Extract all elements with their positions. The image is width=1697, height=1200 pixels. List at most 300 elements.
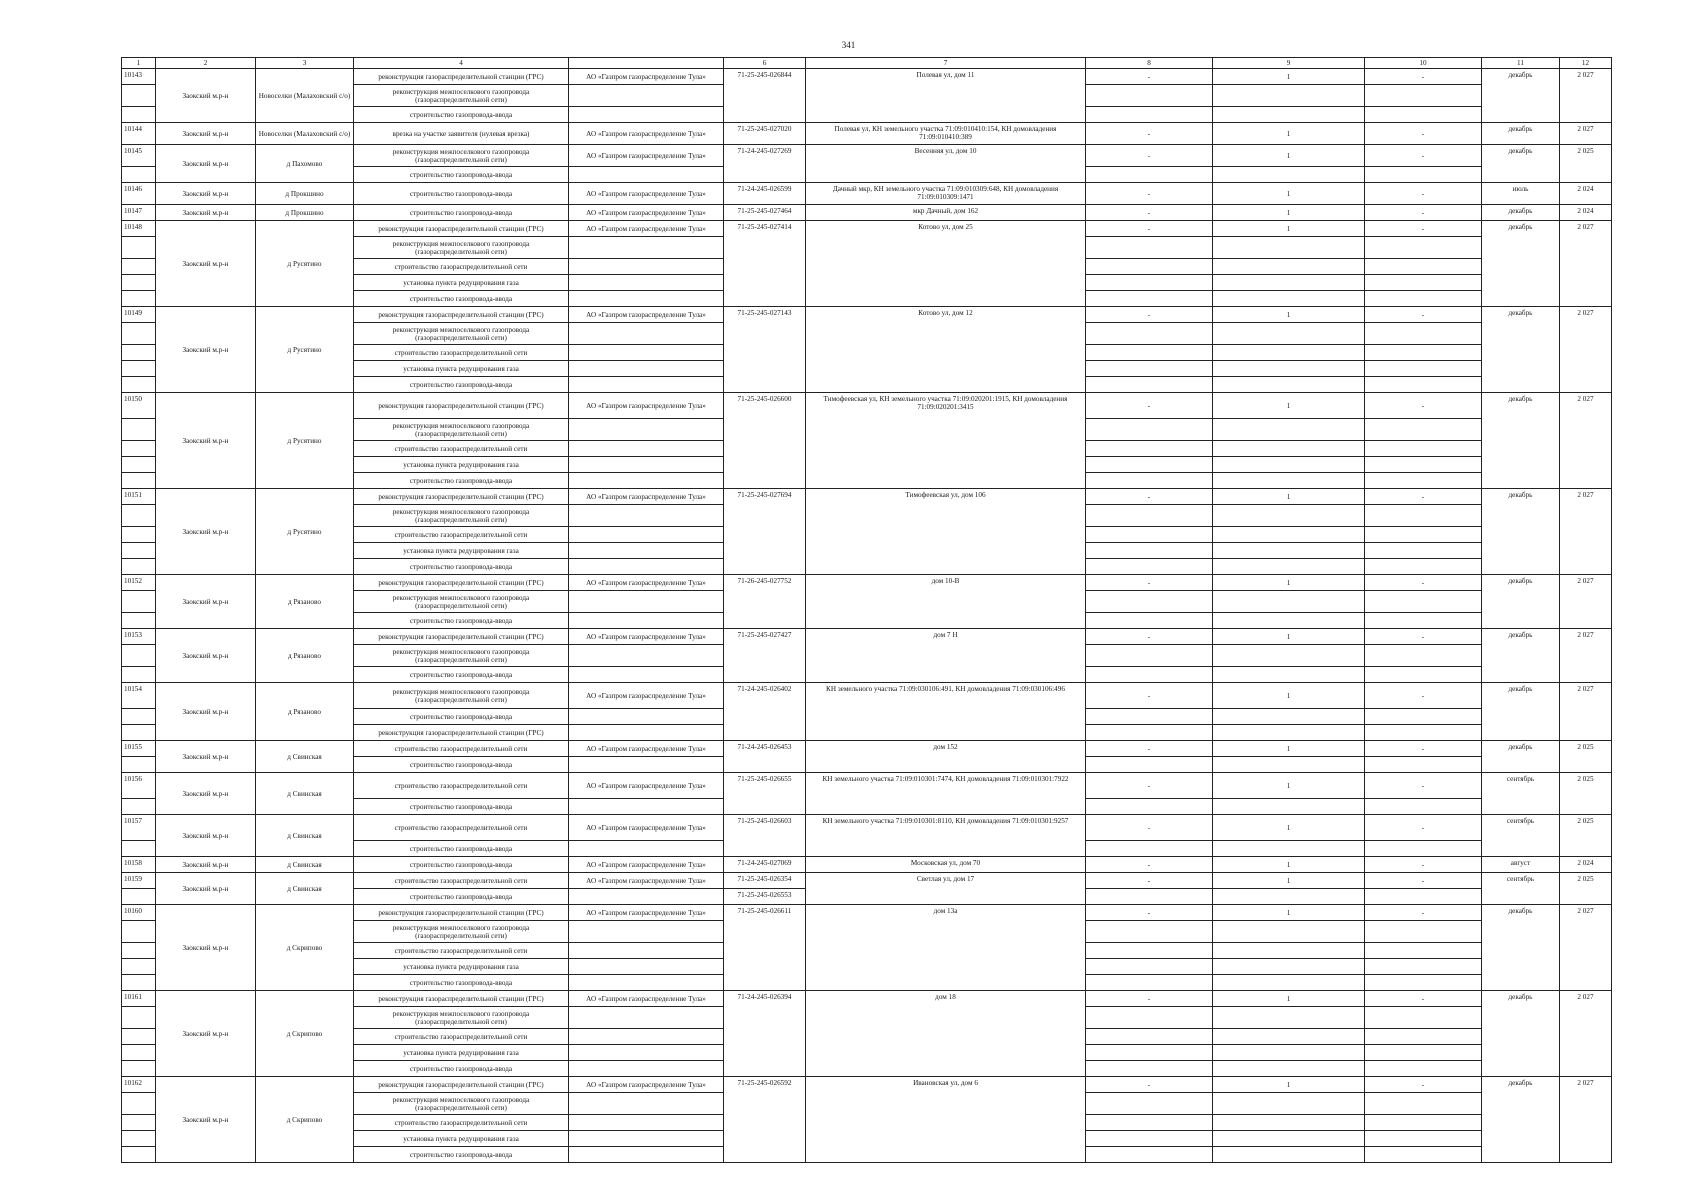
column-8-cell: -: [1086, 873, 1213, 889]
column-9-cell: [1213, 645, 1365, 667]
column-9-cell: [1213, 85, 1365, 107]
table-row: [122, 575, 1612, 591]
organization-cell: [569, 457, 724, 473]
column-10-cell: [1365, 757, 1482, 773]
application-code-cell: 71-25-245-027694: [724, 489, 806, 575]
column-header: 6: [724, 58, 806, 69]
row-number-cell: 10144: [122, 123, 156, 145]
row-number-cell: [122, 1115, 156, 1131]
district-cell: Заокский м.р-н: [156, 145, 256, 183]
column-9-cell: [1213, 959, 1365, 975]
work-type-cell: строительство газопровода-ввода: [354, 205, 569, 221]
organization-cell: [569, 1115, 724, 1131]
organization-cell: [569, 505, 724, 527]
row-number-cell: 10153: [122, 629, 156, 645]
work-type-cell: строительство газораспределительной сети: [354, 741, 569, 757]
settlement-cell: д Скрипово: [256, 1077, 354, 1163]
year-cell: 2 024: [1560, 183, 1612, 205]
work-type-cell: реконструкция межпоселкового газопровода (газораспределительной сети): [354, 1007, 569, 1029]
organization-cell: [569, 1061, 724, 1077]
month-cell: декабрь: [1482, 489, 1560, 575]
address-cell: дом 152: [806, 741, 1086, 773]
application-code-cell: 71-24-245-026394: [724, 991, 806, 1077]
column-8-cell: [1086, 1131, 1213, 1147]
column-10-cell: -: [1365, 741, 1482, 757]
organization-cell: АО «Газпром газораспределение Тула»: [569, 123, 724, 145]
column-10-cell: [1365, 167, 1482, 183]
column-8-cell: -: [1086, 773, 1213, 799]
table-row: [122, 145, 1612, 167]
table-row: [122, 773, 1612, 799]
work-type-cell: строительство газопровода-ввода: [354, 857, 569, 873]
row-number-cell: [122, 291, 156, 307]
application-code-cell: 71-25-245-026655: [724, 773, 806, 815]
work-type-cell: строительство газопровода-ввода: [354, 841, 569, 857]
column-header: 11: [1482, 58, 1560, 69]
row-number-cell: [122, 841, 156, 857]
row-number-cell: [122, 921, 156, 943]
row-number-cell: 10155: [122, 741, 156, 757]
settlement-cell: д Рязаново: [256, 575, 354, 629]
organization-cell: [569, 959, 724, 975]
organization-cell: [569, 543, 724, 559]
row-number-cell: [122, 167, 156, 183]
column-10-cell: [1365, 943, 1482, 959]
organization-cell: АО «Газпром газораспределение Тула»: [569, 205, 724, 221]
column-10-cell: [1365, 527, 1482, 543]
table-row: [122, 815, 1612, 841]
application-code-cell: 71-24-245-027269: [724, 145, 806, 183]
column-8-cell: [1086, 975, 1213, 991]
organization-cell: АО «Газпром газораспределение Тула»: [569, 873, 724, 889]
column-8-cell: -: [1086, 905, 1213, 921]
column-10-cell: [1365, 613, 1482, 629]
column-10-cell: -: [1365, 683, 1482, 709]
address-cell: Полевая ул, КН земельного участка 71:09:010410:154, КН домовладения 71:09:010410:389: [806, 123, 1086, 145]
work-type-cell: реконструкция газораспределительной станции (ГРС): [354, 991, 569, 1007]
column-9-cell: [1213, 591, 1365, 613]
work-type-cell: установка пункта редуцирования газа: [354, 959, 569, 975]
column-10-cell: [1365, 505, 1482, 527]
organization-cell: [569, 889, 724, 905]
column-9-cell: 1: [1213, 69, 1365, 85]
organization-cell: [569, 1147, 724, 1163]
application-code-cell: 71-24-245-026453: [724, 741, 806, 773]
settlement-cell: д Свинская: [256, 815, 354, 857]
column-9-cell: 1: [1213, 393, 1365, 419]
organization-cell: [569, 237, 724, 259]
column-8-cell: [1086, 1061, 1213, 1077]
column-9-cell: [1213, 259, 1365, 275]
organization-cell: [569, 85, 724, 107]
district-cell: Заокский м.р-н: [156, 123, 256, 145]
column-8-cell: [1086, 1147, 1213, 1163]
gasification-table: [121, 57, 1612, 1163]
work-type-cell: реконструкция межпоселкового газопровода (газораспределительной сети): [354, 419, 569, 441]
month-cell: декабрь: [1482, 205, 1560, 221]
organization-cell: АО «Газпром газораспределение Тула»: [569, 145, 724, 167]
column-8-cell: [1086, 757, 1213, 773]
column-header: 4: [354, 58, 569, 69]
column-8-cell: [1086, 1007, 1213, 1029]
organization-cell: [569, 291, 724, 307]
application-code-cell: 71-25-245-026611: [724, 905, 806, 991]
work-type-cell: строительство газопровода-ввода: [354, 1061, 569, 1077]
column-header: 2: [156, 58, 256, 69]
column-9-cell: 1: [1213, 991, 1365, 1007]
work-type-cell: строительство газораспределительной сети: [354, 259, 569, 275]
address-cell: дом 18: [806, 991, 1086, 1077]
row-number-cell: [122, 543, 156, 559]
organization-cell: АО «Газпром газораспределение Тула»: [569, 575, 724, 591]
work-type-cell: строительство газопровода-ввода: [354, 559, 569, 575]
work-type-cell: реконструкция газораспределительной станции (ГРС): [354, 1077, 569, 1093]
address-cell: КН земельного участка 71:09:010301:7474, КН домовладения 71:09:010301:7922: [806, 773, 1086, 815]
organization-cell: [569, 527, 724, 543]
district-cell: Заокский м.р-н: [156, 205, 256, 221]
table-row: [122, 857, 1612, 873]
column-8-cell: [1086, 709, 1213, 725]
year-cell: 2 027: [1560, 683, 1612, 741]
column-10-cell: -: [1365, 773, 1482, 799]
column-10-cell: -: [1365, 123, 1482, 145]
column-8-cell: [1086, 543, 1213, 559]
column-8-cell: [1086, 1029, 1213, 1045]
column-9-cell: [1213, 1147, 1365, 1163]
row-number-cell: 10154: [122, 683, 156, 709]
work-type-cell: строительство газопровода-ввода: [354, 889, 569, 905]
settlement-cell: д Рязаново: [256, 683, 354, 741]
column-10-cell: [1365, 237, 1482, 259]
settlement-cell: д Свинская: [256, 857, 354, 873]
row-number-cell: [122, 1147, 156, 1163]
year-cell: 2 027: [1560, 991, 1612, 1077]
settlement-cell: д Прокшино: [256, 205, 354, 221]
district-cell: Заокский м.р-н: [156, 683, 256, 741]
column-10-cell: [1365, 323, 1482, 345]
work-type-cell: строительство газораспределительной сети: [354, 815, 569, 841]
column-8-cell: [1086, 559, 1213, 575]
column-header: 7: [806, 58, 1086, 69]
column-10-cell: [1365, 921, 1482, 943]
work-type-cell: строительство газопровода-ввода: [354, 757, 569, 773]
column-10-cell: -: [1365, 145, 1482, 167]
month-cell: декабрь: [1482, 741, 1560, 773]
column-9-cell: 1: [1213, 183, 1365, 205]
month-cell: декабрь: [1482, 905, 1560, 991]
column-10-cell: [1365, 1029, 1482, 1045]
table-row: [122, 905, 1612, 921]
row-number-cell: [122, 85, 156, 107]
organization-cell: [569, 709, 724, 725]
address-cell: дом 10-В: [806, 575, 1086, 629]
column-9-cell: [1213, 1029, 1365, 1045]
organization-cell: [569, 1029, 724, 1045]
column-8-cell: [1086, 457, 1213, 473]
settlement-cell: д Свинская: [256, 873, 354, 905]
organization-cell: АО «Газпром газораспределение Тула»: [569, 1077, 724, 1093]
row-number-cell: 10151: [122, 489, 156, 505]
column-10-cell: [1365, 1147, 1482, 1163]
row-number-cell: [122, 709, 156, 725]
column-10-cell: [1365, 259, 1482, 275]
month-cell: сентябрь: [1482, 873, 1560, 905]
column-8-cell: [1086, 527, 1213, 543]
column-9-cell: [1213, 377, 1365, 393]
column-10-cell: [1365, 1007, 1482, 1029]
settlement-cell: д Русятино: [256, 221, 354, 307]
organization-cell: [569, 975, 724, 991]
row-number-cell: 10143: [122, 69, 156, 85]
organization-cell: [569, 1093, 724, 1115]
column-10-cell: -: [1365, 991, 1482, 1007]
column-8-cell: [1086, 943, 1213, 959]
application-code-cell: 71-25-245-026354: [724, 873, 806, 889]
row-number-cell: [122, 107, 156, 123]
district-cell: Заокский м.р-н: [156, 873, 256, 905]
organization-cell: АО «Газпром газораспределение Тула»: [569, 815, 724, 841]
column-9-cell: [1213, 1131, 1365, 1147]
month-cell: декабрь: [1482, 307, 1560, 393]
column-8-cell: [1086, 645, 1213, 667]
month-cell: декабрь: [1482, 683, 1560, 741]
column-10-cell: [1365, 667, 1482, 683]
column-8-cell: [1086, 725, 1213, 741]
work-type-cell: реконструкция газораспределительной станции (ГРС): [354, 221, 569, 237]
work-type-cell: строительство газопровода-ввода: [354, 183, 569, 205]
work-type-cell: строительство газопровода-ввода: [354, 709, 569, 725]
column-9-cell: 1: [1213, 905, 1365, 921]
application-code-cell: 71-25-245-027020: [724, 123, 806, 145]
work-type-cell: установка пункта редуцирования газа: [354, 457, 569, 473]
organization-cell: [569, 943, 724, 959]
year-cell: 2 025: [1560, 741, 1612, 773]
work-type-cell: реконструкция газораспределительной станции (ГРС): [354, 629, 569, 645]
column-8-cell: -: [1086, 145, 1213, 167]
column-9-cell: [1213, 543, 1365, 559]
column-10-cell: [1365, 591, 1482, 613]
work-type-cell: строительство газопровода-ввода: [354, 291, 569, 307]
column-9-cell: [1213, 505, 1365, 527]
organization-cell: [569, 345, 724, 361]
work-type-cell: строительство газопровода-ввода: [354, 975, 569, 991]
settlement-cell: д Русятино: [256, 393, 354, 489]
column-9-cell: [1213, 1045, 1365, 1061]
work-type-cell: строительство газопровода-ввода: [354, 1147, 569, 1163]
organization-cell: [569, 725, 724, 741]
column-10-cell: [1365, 345, 1482, 361]
address-cell: Московская ул, дом 70: [806, 857, 1086, 873]
organization-cell: [569, 473, 724, 489]
row-number-cell: [122, 667, 156, 683]
column-9-cell: [1213, 457, 1365, 473]
year-cell: 2 024: [1560, 205, 1612, 221]
column-10-cell: [1365, 959, 1482, 975]
column-9-cell: [1213, 527, 1365, 543]
column-8-cell: -: [1086, 307, 1213, 323]
column-header: 8: [1086, 58, 1213, 69]
table-row: [122, 69, 1612, 85]
month-cell: август: [1482, 857, 1560, 873]
month-cell: декабрь: [1482, 69, 1560, 123]
column-9-cell: [1213, 1007, 1365, 1029]
year-cell: 2 025: [1560, 145, 1612, 183]
work-type-cell: строительство газопровода-ввода: [354, 667, 569, 683]
column-header: 12: [1560, 58, 1612, 69]
column-10-cell: -: [1365, 857, 1482, 873]
column-8-cell: -: [1086, 183, 1213, 205]
district-cell: Заокский м.р-н: [156, 629, 256, 683]
district-cell: Заокский м.р-н: [156, 183, 256, 205]
work-type-cell: установка пункта редуцирования газа: [354, 1045, 569, 1061]
table-row: [122, 629, 1612, 645]
row-number-cell: [122, 725, 156, 741]
row-number-cell: [122, 645, 156, 667]
organization-cell: [569, 1007, 724, 1029]
column-8-cell: [1086, 799, 1213, 815]
column-8-cell: -: [1086, 815, 1213, 841]
work-type-cell: строительство газопровода-ввода: [354, 799, 569, 815]
organization-cell: [569, 645, 724, 667]
work-type-cell: строительство газораспределительной сети: [354, 773, 569, 799]
row-number-cell: [122, 613, 156, 629]
year-cell: 2 027: [1560, 69, 1612, 123]
month-cell: декабрь: [1482, 1077, 1560, 1163]
table-row: [122, 393, 1612, 419]
application-code-cell: 71-26-245-027752: [724, 575, 806, 629]
column-9-cell: [1213, 473, 1365, 489]
month-cell: декабрь: [1482, 393, 1560, 489]
organization-cell: АО «Газпром газораспределение Тула»: [569, 69, 724, 85]
table-row: [122, 1077, 1612, 1093]
organization-cell: [569, 377, 724, 393]
organization-cell: [569, 323, 724, 345]
organization-cell: [569, 1131, 724, 1147]
column-header: 3: [256, 58, 354, 69]
year-cell: 2 027: [1560, 575, 1612, 629]
organization-cell: [569, 921, 724, 943]
column-10-cell: -: [1365, 307, 1482, 323]
work-type-cell: реконструкция межпоселкового газопровода (газораспределительной сети): [354, 323, 569, 345]
application-code-cell: 71-25-245-027414: [724, 221, 806, 307]
work-type-cell: строительство газораспределительной сети: [354, 345, 569, 361]
district-cell: Заокский м.р-н: [156, 221, 256, 307]
district-cell: Заокский м.р-н: [156, 815, 256, 857]
row-number-cell: [122, 377, 156, 393]
column-header: 1: [122, 58, 156, 69]
work-type-cell: врезка на участке заявителя (нулевая врезка): [354, 123, 569, 145]
settlement-cell: Новоселки (Малаховский с/о): [256, 123, 354, 145]
row-number-cell: [122, 1045, 156, 1061]
address-cell: Тимофеевская ул, КН земельного участка 71:09:020201:1915, КН домовладения 71:09:020201:3415: [806, 393, 1086, 489]
column-9-cell: [1213, 559, 1365, 575]
column-10-cell: [1365, 457, 1482, 473]
row-number-cell: [122, 505, 156, 527]
application-code-cell: 71-25-245-026553: [724, 889, 806, 905]
work-type-cell: строительство газораспределительной сети: [354, 1029, 569, 1045]
work-type-cell: реконструкция межпоселкового газопровода (газораспределительной сети): [354, 237, 569, 259]
work-type-cell: реконструкция межпоселкового газопровода (газораспределительной сети): [354, 1093, 569, 1115]
application-code-cell: 71-24-245-026402: [724, 683, 806, 741]
year-cell: 2 027: [1560, 629, 1612, 683]
column-10-cell: [1365, 1093, 1482, 1115]
settlement-cell: Новоселки (Малаховский с/о): [256, 69, 354, 123]
work-type-cell: реконструкция газораспределительной станции (ГРС): [354, 307, 569, 323]
column-8-cell: [1086, 889, 1213, 905]
address-cell: мкр Дачный, дом 162: [806, 205, 1086, 221]
column-10-cell: [1365, 1061, 1482, 1077]
address-cell: КН земельного участка 71:09:030106:491, КН домовладения 71:09:030106:496: [806, 683, 1086, 741]
work-type-cell: реконструкция газораспределительной станции (ГРС): [354, 905, 569, 921]
organization-cell: [569, 107, 724, 123]
column-9-cell: 1: [1213, 307, 1365, 323]
row-number-cell: [122, 799, 156, 815]
year-cell: 2 027: [1560, 307, 1612, 393]
column-10-cell: -: [1365, 393, 1482, 419]
row-number-cell: 10162: [122, 1077, 156, 1093]
column-10-cell: -: [1365, 1077, 1482, 1093]
organization-cell: [569, 259, 724, 275]
row-number-cell: 10147: [122, 205, 156, 221]
column-9-cell: 1: [1213, 741, 1365, 757]
organization-cell: АО «Газпром газораспределение Тула»: [569, 741, 724, 757]
row-number-cell: [122, 1061, 156, 1077]
column-9-cell: [1213, 361, 1365, 377]
column-10-cell: [1365, 291, 1482, 307]
row-number-cell: 10161: [122, 991, 156, 1007]
work-type-cell: строительство газопровода-ввода: [354, 377, 569, 393]
column-10-cell: -: [1365, 873, 1482, 889]
column-8-cell: -: [1086, 857, 1213, 873]
column-10-cell: [1365, 419, 1482, 441]
column-8-cell: [1086, 505, 1213, 527]
work-type-cell: строительство газораспределительной сети: [354, 873, 569, 889]
column-9-cell: 1: [1213, 773, 1365, 799]
month-cell: декабрь: [1482, 123, 1560, 145]
column-10-cell: -: [1365, 221, 1482, 237]
month-cell: сентябрь: [1482, 815, 1560, 857]
work-type-cell: реконструкция межпоселкового газопровода (газораспределительной сети): [354, 505, 569, 527]
column-10-cell: [1365, 841, 1482, 857]
organization-cell: АО «Газпром газораспределение Тула»: [569, 683, 724, 709]
row-number-cell: [122, 757, 156, 773]
column-9-cell: [1213, 841, 1365, 857]
year-cell: 2 027: [1560, 905, 1612, 991]
application-code-cell: 71-24-245-027069: [724, 857, 806, 873]
settlement-cell: д Русятино: [256, 307, 354, 393]
table-row: [122, 183, 1612, 205]
work-type-cell: установка пункта редуцирования газа: [354, 1131, 569, 1147]
settlement-cell: д Скрипово: [256, 905, 354, 991]
column-header: [569, 58, 724, 69]
month-cell: декабрь: [1482, 221, 1560, 307]
year-cell: 2 027: [1560, 489, 1612, 575]
column-9-cell: 1: [1213, 873, 1365, 889]
row-number-cell: 10159: [122, 873, 156, 889]
column-9-cell: [1213, 237, 1365, 259]
application-code-cell: 71-25-245-027143: [724, 307, 806, 393]
column-8-cell: [1086, 377, 1213, 393]
district-cell: Заокский м.р-н: [156, 69, 256, 123]
column-9-cell: 1: [1213, 123, 1365, 145]
column-10-cell: [1365, 1045, 1482, 1061]
district-cell: Заокский м.р-н: [156, 991, 256, 1077]
settlement-cell: д Прокшино: [256, 183, 354, 205]
column-8-cell: [1086, 85, 1213, 107]
row-number-cell: 10148: [122, 221, 156, 237]
row-number-cell: 10157: [122, 815, 156, 841]
table-row: [122, 307, 1612, 323]
